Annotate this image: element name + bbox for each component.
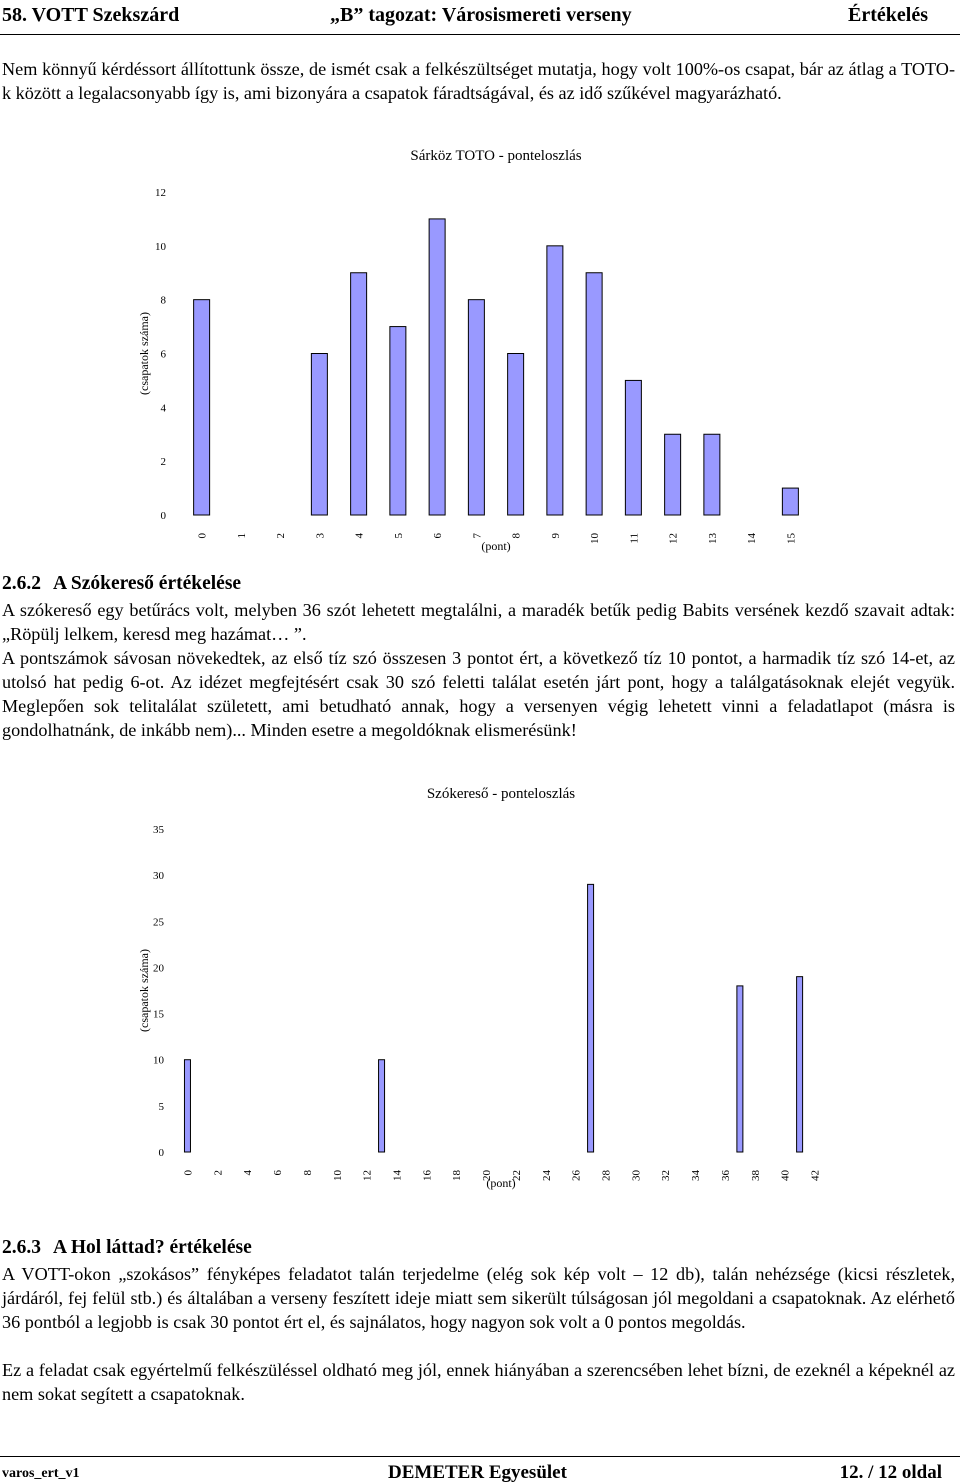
bar (547, 246, 563, 515)
x-tick-label: 30 (630, 1170, 643, 1181)
x-axis-label: (pont) (481, 539, 511, 553)
bar (194, 300, 210, 515)
x-tick-label: 38 (749, 1170, 762, 1181)
bar (665, 434, 681, 515)
section-263-number: 2.6.3 (2, 1237, 41, 1258)
x-tick-label: 36 (719, 1170, 732, 1181)
y-tick-label: 12 (155, 187, 166, 199)
page-footer (0, 1456, 960, 1484)
bar (797, 977, 803, 1152)
x-tick-label: 6 (432, 533, 445, 539)
x-tick-label: 3 (314, 533, 327, 539)
x-tick-label: 6 (272, 1170, 285, 1176)
x-tick-label: 0 (182, 1170, 195, 1176)
page-header (0, 0, 960, 34)
x-tick-label: 8 (301, 1170, 314, 1176)
x-tick-label: 26 (570, 1170, 583, 1181)
x-tick-label: 15 (785, 533, 798, 544)
bar (379, 1060, 385, 1152)
x-tick-label: 20 (481, 1170, 494, 1181)
x-tick-label: 14 (391, 1170, 404, 1181)
x-tick-label: 2 (275, 533, 288, 539)
section-262-heading (2, 572, 253, 596)
x-axis-label: (pont) (486, 1176, 516, 1190)
y-tick-label: 4 (160, 402, 166, 415)
bar (625, 380, 641, 515)
bar (586, 273, 602, 515)
footer-page-number: 12. / 12 oldal (839, 1462, 942, 1483)
x-tick-label: 32 (660, 1170, 673, 1181)
bar (737, 986, 743, 1152)
y-tick-label: 10 (155, 240, 166, 253)
toto-chart (130, 140, 830, 565)
header-rule (0, 34, 960, 35)
y-tick-label: 0 (160, 510, 166, 522)
x-tick-label: 1 (235, 533, 248, 539)
x-tick-label: 5 (392, 533, 405, 539)
y-tick-label: 6 (160, 348, 166, 361)
y-tick-label: 2 (160, 456, 166, 469)
x-tick-label: 4 (353, 533, 366, 539)
x-tick-label: 4 (242, 1170, 255, 1176)
bar (588, 884, 594, 1152)
szokereso-chart (130, 778, 830, 1208)
bar (704, 434, 720, 515)
y-tick-label: 35 (153, 824, 164, 836)
y-tick-label: 25 (153, 916, 164, 929)
x-tick-label: 0 (196, 533, 209, 539)
y-axis-label: (csapatok száma) (137, 949, 151, 1032)
y-tick-label: 8 (160, 294, 166, 307)
x-tick-label: 9 (549, 533, 562, 539)
x-tick-label: 7 (471, 533, 484, 539)
bar (390, 327, 406, 515)
x-tick-label: 28 (600, 1170, 613, 1181)
footer-organization: DEMETER Egyesület (388, 1462, 567, 1483)
x-tick-label: 11 (628, 533, 641, 544)
section-262-number: 2.6.2 (2, 573, 41, 594)
bar (508, 354, 524, 516)
header-event: 58. VOTT Szekszárd (2, 4, 180, 26)
header-section: Értékelés (848, 4, 928, 26)
y-axis-label: (csapatok száma) (137, 312, 151, 395)
x-tick-label: 16 (421, 1170, 434, 1181)
x-tick-label: 22 (510, 1170, 523, 1181)
section-263-title: A Hol láttad? értékelése (53, 1237, 252, 1258)
x-tick-label: 12 (667, 533, 680, 544)
x-tick-label: 8 (510, 533, 523, 539)
x-tick-label: 13 (706, 533, 719, 544)
x-tick-label: 40 (779, 1170, 792, 1181)
intro-paragraph: Nem könnyű kérdéssort állítottunk össze, de ismét csak a felkészültséget mutatja, hogy volt 100%-os csapat, bár az átlag a TOTO-k között a legalacsonyabb így is, ami bizonyára a csapatok fáradtságával, és az idő szűkével magyarázható. (2, 59, 955, 103)
chart-title: Sárköz TOTO - ponteloszlás (410, 148, 582, 164)
section-262-paragraph-2: A pontszámok sávosan növekedtek, az első tíz szó összesen 3 pontot ért, a következő tíz 10 pontot, a harmadik tíz szó 14-et, az utolsó hat pedig 6-ot. Az idézet megfejtésért csak 30 szó feletti találat esetén járt pont, hogy a találgatásoknak elejét vegyük. Meglepően sok telitalálat született, ami betudható annak, hogy a versenyen végig lehetett vinni a feladatlapot (másra is gondolhatnánk, de inkább nem)... Minden esetre a megoldóknak elismerésünk! (2, 648, 955, 740)
x-tick-label: 14 (746, 533, 759, 544)
bar (184, 1060, 190, 1152)
y-tick-label: 15 (153, 1008, 164, 1021)
y-tick-label: 5 (158, 1100, 164, 1113)
section-263-paragraph-2: Ez a feladat csak egyértelmű felkészüléssel oldható meg jól, ennek hiányában a szerencsében lehet bízni, de ezeknél a képeknél az nem sokat segített a csapatoknak. (2, 1360, 955, 1404)
y-tick-label: 0 (158, 1147, 164, 1159)
x-tick-label: 18 (451, 1170, 464, 1181)
x-tick-label: 42 (809, 1170, 822, 1181)
y-tick-label: 20 (153, 962, 164, 975)
section-263-heading (2, 1236, 264, 1260)
bar (782, 488, 798, 515)
x-tick-label: 34 (690, 1170, 703, 1181)
header-category: „B” tagozat: Városismereti verseny (330, 4, 632, 26)
x-tick-label: 10 (331, 1170, 344, 1181)
section-262-paragraph-1: A szókereső egy betűrács volt, melyben 36 szót lehetett megtalálni, a maradék betűk pedig Babits versének kezdő szavait adtak: „Röpülj lelkem, keresd meg hazámat… ”. (2, 600, 955, 644)
footer-file: varos_ert_v1 (2, 1466, 80, 1481)
section-263-paragraph-1: A VOTT-okon „szokásos” fényképes feladatot talán terjedelme (elég sok kép volt – 12 db), talán nehézsége (kicsi részletek, járdáról, fej felül stb.) és általában a verseny feszített ideje miatt sem sikerült túlságosan jól megoldani a csapatoknak. Az elérhető 36 pontból a legjobb is csak 30 pontot ért el, és sajnálatos, hogy nagyon sok volt a 0 pontos megoldás. (2, 1264, 955, 1332)
x-tick-label: 12 (361, 1170, 374, 1181)
bar (468, 300, 484, 515)
bar (351, 273, 367, 515)
bar (429, 219, 445, 515)
x-tick-label: 10 (589, 533, 602, 544)
chart-title: Szókereső - ponteloszlás (426, 786, 576, 802)
x-tick-label: 2 (212, 1170, 225, 1176)
y-tick-label: 10 (153, 1054, 164, 1067)
section-262-title: A Szókereső értékelése (53, 573, 242, 594)
y-tick-label: 30 (153, 870, 164, 883)
bar (311, 354, 327, 516)
x-tick-label: 24 (540, 1170, 553, 1181)
